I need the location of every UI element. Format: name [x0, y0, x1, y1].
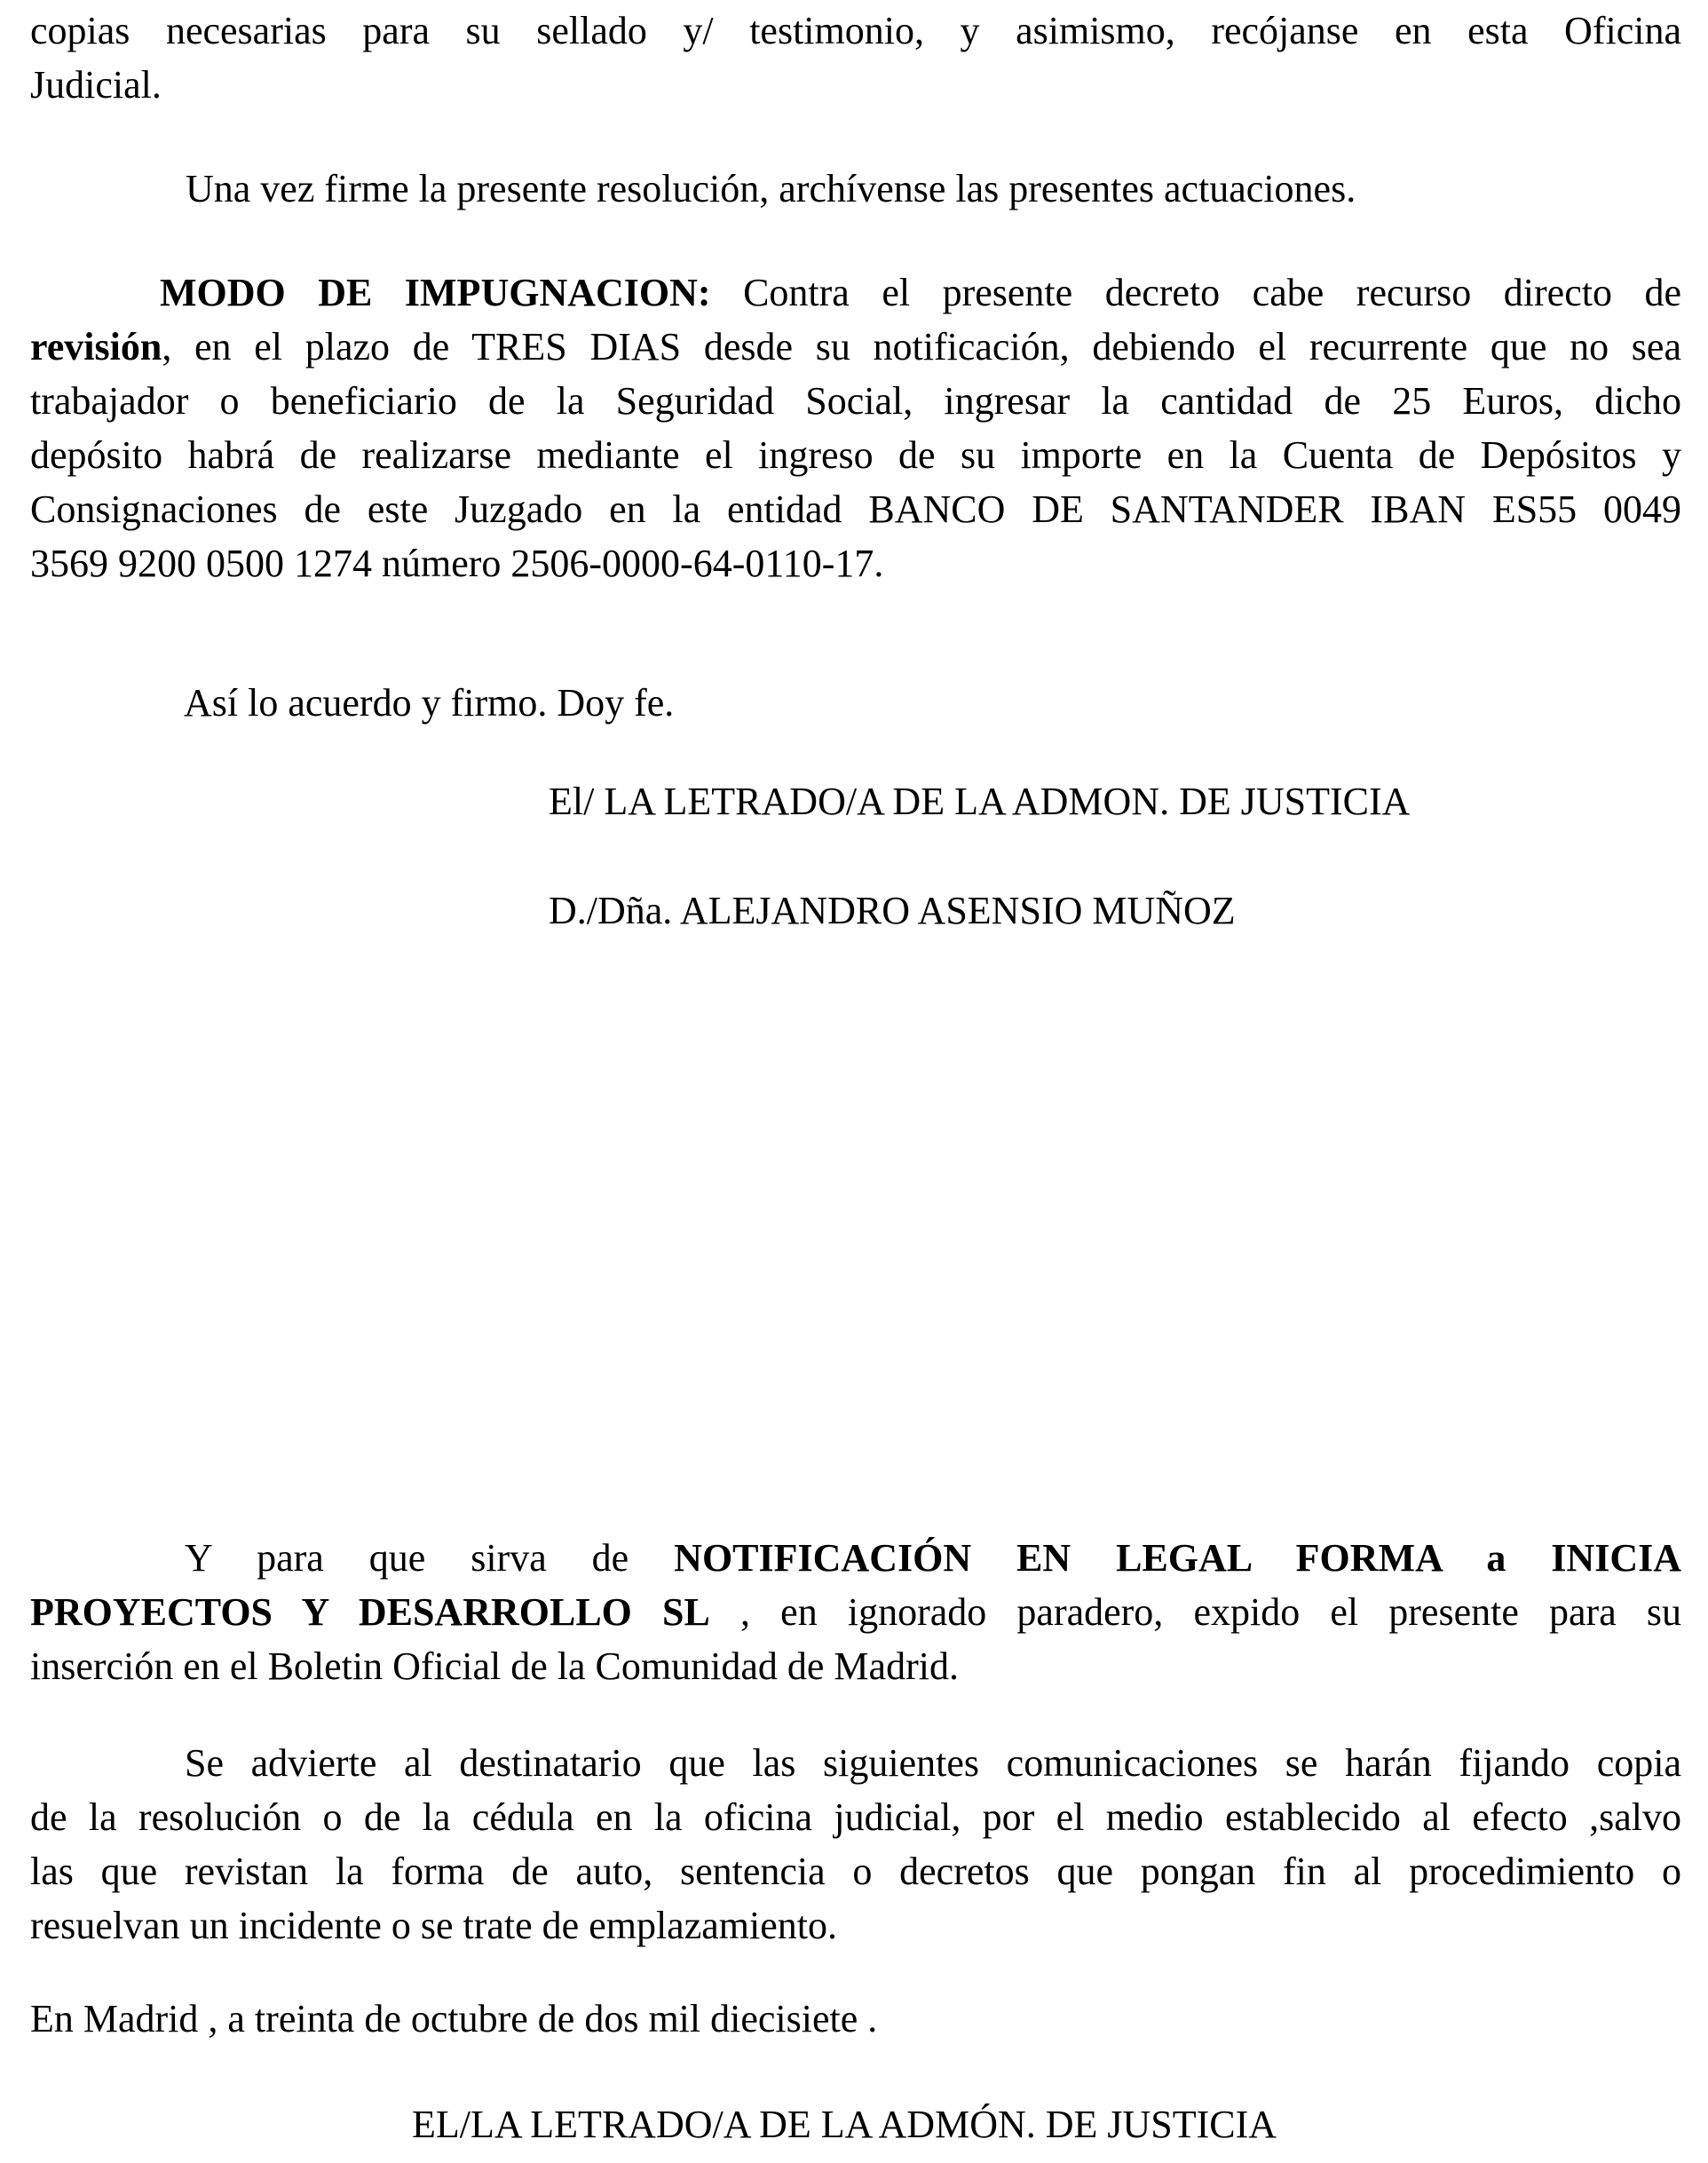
bold-revision: revisión	[30, 325, 162, 368]
signature-title-1: El/ LA LETRADO/A DE LA ADMON. DE JUSTICIA	[549, 780, 1411, 823]
paragraph-advertencia	[30, 1736, 1681, 1953]
bold-company-name: PROYECTOS Y DESARROLLO SL	[30, 1590, 710, 1634]
text-line: copias necesarias para su sellado y/ testimonio, y asimismo, recójanse en esta Oficina	[30, 9, 1681, 52]
text-line: inserción en el Boletin Oficial de la Comunidad de Madrid.	[30, 1644, 959, 1688]
text-line: resuelvan un incidente o se trate de emplazamiento.	[30, 1904, 837, 1947]
text-line	[30, 1531, 1681, 1585]
text-line: depósito habrá de realizarse mediante el ingreso de su importe en la Cuenta de Depósitos y	[30, 433, 1681, 477]
text-line	[30, 265, 1681, 320]
text-line: las que revistan la forma de auto, sentencia o decretos que pongan fin al procedimiento o	[30, 1850, 1681, 1893]
text-line	[30, 1585, 1681, 1639]
text-line: Judicial.	[30, 63, 162, 107]
text-line: Se advierte al destinatario que las siguientes comunicaciones se harán fijando copia	[185, 1741, 1681, 1785]
signature-name-1: D./Dña. ALEJANDRO ASENSIO MUÑOZ	[549, 889, 1236, 932]
text-segment: Y para que sirva de	[185, 1536, 675, 1580]
text-line: de la resolución o de la cédula en la oficina judicial, por el medio establecido al efecto ,salvo	[30, 1795, 1681, 1839]
paragraph-impugnacion	[30, 265, 1681, 590]
bold-notificacion: NOTIFICACIÓN EN LEGAL FORMA a INICIA	[674, 1536, 1681, 1580]
text-line: Consignaciones de este Juzgado en la entidad BANCO DE SANTANDER IBAN ES55 0049	[30, 487, 1681, 531]
text-line	[30, 320, 1681, 374]
paragraph-fecha: En Madrid , a treinta de octubre de dos mil diecisiete .	[30, 1997, 878, 2040]
paragraph-notificacion	[30, 1531, 1681, 1693]
paragraph-archivo: Una vez firme la presente resolución, archívense las presentes actuaciones.	[186, 167, 1356, 210]
text-segment: Contra el presente decreto cabe recurso directo de	[710, 271, 1681, 314]
signature-title-2: EL/LA LETRADO/A DE LA ADMÓN. DE JUSTICIA	[412, 2103, 1277, 2146]
paragraph-acuerdo: Así lo acuerdo y firmo. Doy fe.	[184, 681, 675, 725]
text-segment: , en el plazo de TRES DIAS desde su notificación, debiendo el recurrente que no sea	[162, 325, 1681, 368]
text-line: 3569 9200 0500 1274 número 2506-0000-64-0110-17.	[30, 542, 884, 585]
text-line: trabajador o beneficiario de la Seguridad Social, ingresar la cantidad de 25 Euros, dicho	[30, 379, 1681, 423]
heading-modo-impugnacion: MODO DE IMPUGNACION:	[160, 271, 711, 314]
paragraph-copias	[30, 4, 1681, 112]
text-segment: , en ignorado paradero, expido el presente para su	[709, 1590, 1681, 1634]
